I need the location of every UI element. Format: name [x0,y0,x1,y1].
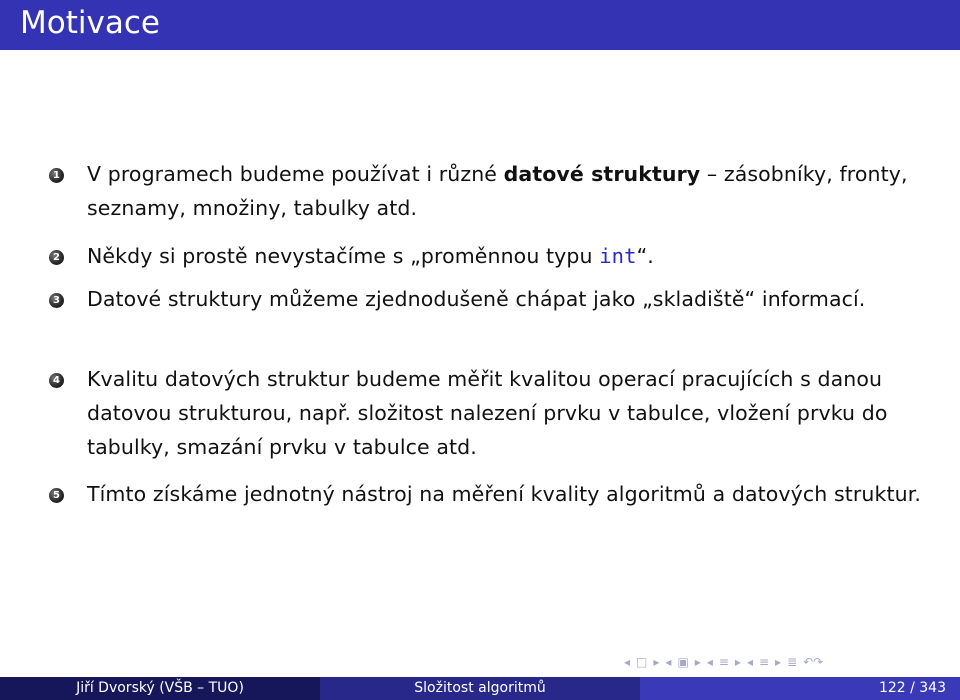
item-text: Kvalitu datových struktur budeme měřit kvalitou operací pracujících s danou datovou strukturou, např. složitost nalezení prvku v tabulce, vložení prvku do tabulky, smazání prvku v tabulce atd. [87,367,888,459]
title-bar [0,0,960,50]
item-text: Někdy si prostě nevystačíme s „proměnnou typu int“. [87,244,654,268]
footer-author: Jiří Dvorský (VŠB – TUO) [0,677,320,700]
nav-frame-icon[interactable]: □ [636,655,648,669]
nav-section-prev-icon[interactable]: ◂ [706,655,713,669]
nav-doc-icon[interactable]: ≡ [758,655,770,669]
item-number-badge: 2 [49,250,64,265]
code-keyword: int [599,244,637,268]
page-number: 122 / 343 [878,680,946,696]
item-text: Datové struktury můžeme zjednodušeně chápat jako „skladiště“ informací. [87,287,866,311]
nav-frame-next-icon[interactable]: ▸ [653,655,660,669]
nav-search-icon[interactable]: ↶↷ [803,655,824,669]
item-text: V programech budeme používat i různé datové struktury – zásobníky, fronty, seznamy, množiny, tabulky atd. [87,162,908,220]
nav-doc-next-icon[interactable]: ▸ [775,655,782,669]
nav-section-icon[interactable]: ≡ [718,655,729,669]
footer [0,677,960,700]
nav-frame-prev-icon[interactable]: ◂ [624,655,631,669]
item-emphasis: datové struktury [503,162,701,186]
navigation-controls [624,654,823,670]
footer-page-box [640,677,960,700]
item-number-badge: 1 [49,168,64,183]
nav-subsection-icon[interactable]: ▣ [677,655,689,669]
item-number-badge: 4 [49,373,64,388]
slide-title: Motivace [20,5,160,41]
nav-section-next-icon[interactable]: ▸ [734,655,741,669]
item-text: Tímto získáme jednotný nástroj na měření kvality algoritmů a datových struktur. [87,482,921,506]
nav-subsection-next-icon[interactable]: ▸ [694,655,701,669]
nav-subsection-prev-icon[interactable]: ◂ [665,655,672,669]
nav-align-icon[interactable]: ≣ [787,655,798,669]
footer-subject: Složitost algoritmů [320,677,640,700]
item-number-badge: 5 [49,488,64,503]
nav-doc-prev-icon[interactable]: ◂ [746,655,753,669]
item-number-badge: 3 [49,293,64,308]
